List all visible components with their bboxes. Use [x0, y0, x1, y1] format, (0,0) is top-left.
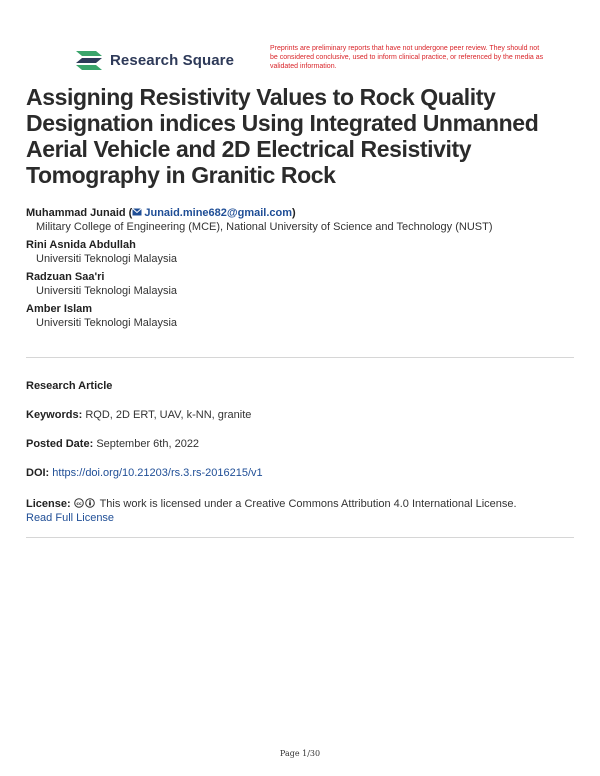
attribution-icon: [85, 498, 95, 508]
article-type: Research Article: [26, 380, 113, 392]
doi-label: DOI:: [26, 467, 50, 479]
logo-text: Research Square: [110, 51, 235, 69]
author-affiliation: Universiti Teknologi Malaysia: [36, 285, 178, 297]
author-entry: [26, 302, 574, 330]
header: [74, 44, 544, 78]
license-text: This work is licensed under a Creative Commons Attribution 4.0 International License.: [99, 498, 517, 510]
posted-date-value: September 6th, 2022: [96, 438, 200, 450]
author-email-link[interactable]: [132, 207, 292, 219]
divider: [26, 357, 574, 358]
read-full-license-link[interactable]: Read Full License: [26, 512, 115, 524]
author-affiliation: Universiti Teknologi Malaysia: [36, 253, 178, 265]
author-entry: Muhammad Junaid ( Junaid.mine682@gmail.com) Military College of Engineering (MCE), National University of Science and Technology (NUST): [26, 206, 574, 234]
paper-title: Assigning Resistivity Values to Rock Quality Designation indices Using Integrated Unmanned Aerial Vehicle and 2D Electrical Resistivity Tomography in Granitic Rock: [26, 84, 539, 188]
author-name: Rini Asnida Abdullah: [26, 239, 136, 251]
author-name: Muhammad Junaid: [26, 207, 126, 219]
author-name: Radzuan Saa'ri: [26, 271, 105, 283]
keywords-value: RQD, 2D ERT, UAV, k-NN, granite: [85, 409, 252, 421]
license-label: License:: [26, 498, 71, 510]
posted-date-label: Posted Date:: [26, 438, 94, 450]
divider: [26, 537, 574, 538]
keywords-label: Keywords:: [26, 409, 83, 421]
keywords: [26, 408, 574, 422]
author-entry: [26, 270, 574, 298]
page-number: Page 1/30: [279, 749, 321, 758]
cc-license-icons: [74, 498, 95, 508]
preprint-disclaimer: Preprints are preliminary reports that have not undergone peer review. They should not be considered conclusive, used to inform clinical practice, or referenced by the media as validated information.: [270, 45, 544, 70]
creative-commons-icon: [74, 498, 84, 508]
envelope-icon: [132, 208, 142, 216]
author-email: Junaid.mine682@gmail.com: [144, 207, 293, 219]
author-entry: [26, 238, 574, 266]
doi-link[interactable]: https://doi.org/10.21203/rs.3.rs-2016215/v1: [52, 467, 263, 479]
posted-date: [26, 437, 574, 451]
research-square-logo[interactable]: [74, 48, 234, 72]
doi: [26, 466, 574, 480]
author-affiliation: Military College of Engineering (MCE), National University of Science and Technology (NUST): [36, 221, 493, 233]
author-name: Amber Islam: [26, 303, 93, 315]
author-list: [26, 206, 574, 334]
license: [26, 497, 574, 525]
author-affiliation: Universiti Teknologi Malaysia: [36, 317, 178, 329]
svg-text:cc: cc: [76, 501, 82, 507]
research-square-logo-icon: [74, 48, 104, 72]
